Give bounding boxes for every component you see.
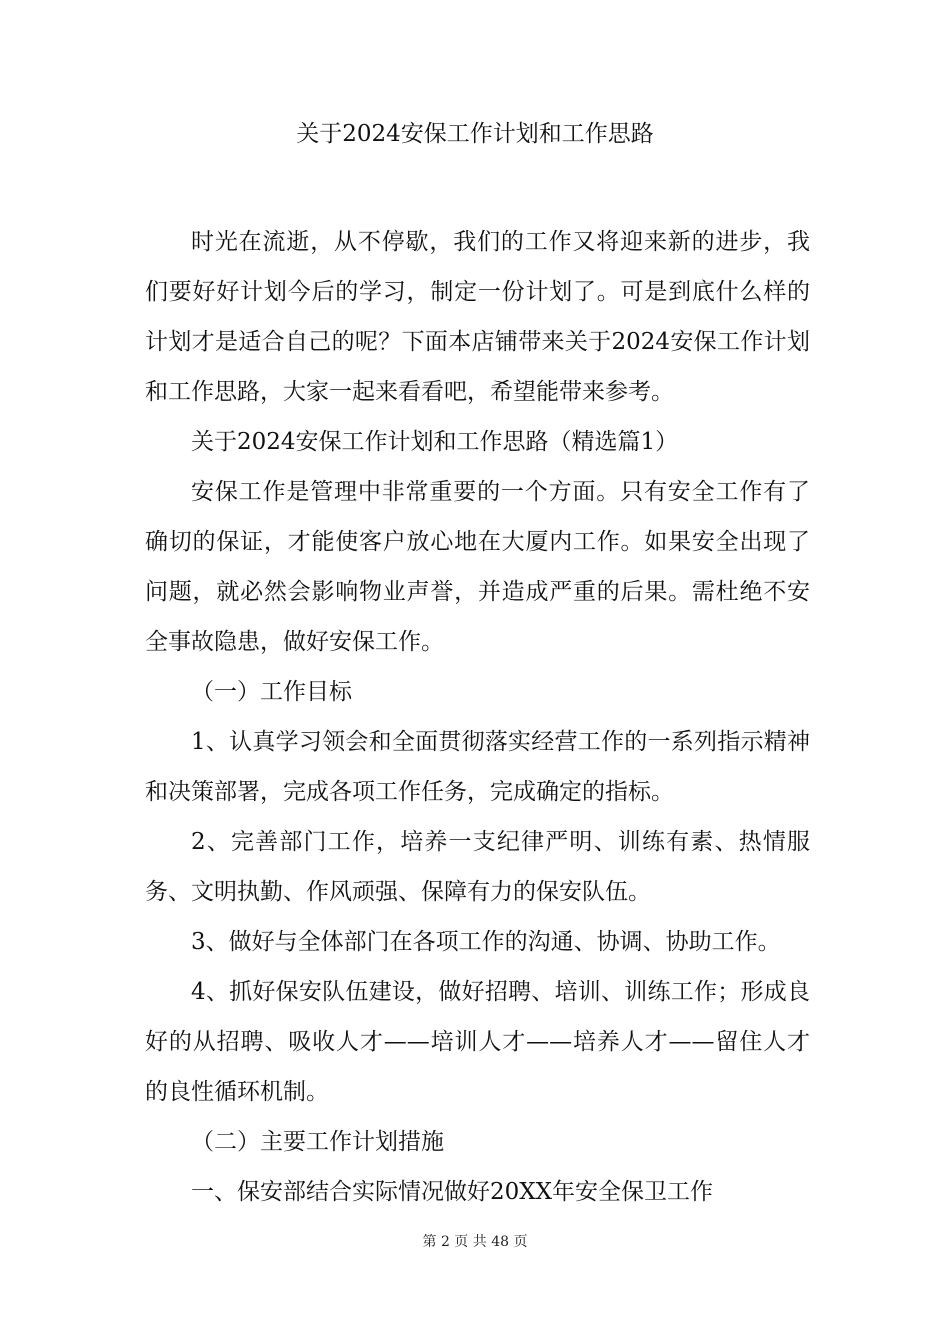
list-item: 4、抓好保安队伍建设，做好招聘、培训、训练工作；形成良好的从招聘、吸收人才——培训人才——培养人才——留住人才的良性循环机制。 [145,979,810,1105]
intro-paragraph: 时光在流逝，从不停歇，我们的工作又将迎来新的进步，我们要好好计划今后的学习，制定一份计划了。可是到底什么样的计划才是适合自己的呢？下面本店铺带来关于2024安保工作计划和工作思路，大家一起来看看吧，希望能带来参考。 [145,229,810,405]
list-item: 3、做好与全体部门在各项工作的沟通、协调、协助工作。 [191,929,781,955]
page-footer: 第 2 页 共 48 页 [422,1234,528,1250]
body-paragraph: 一、保安部结合实际情况做好20XX年安全保卫工作 [191,1179,714,1205]
subsection-heading: （一）工作目标 [191,679,352,705]
section-heading: 关于2024安保工作计划和工作思路（精选篇1） [191,429,679,455]
document-body [145,217,810,1217]
list-item: 2、完善部门工作，培养一支纪律严明、训练有素、热情服务、文明执勤、作风顽强、保障有力的保安队伍。 [145,829,810,905]
list-item: 1、认真学习领会和全面贯彻落实经营工作的一系列指示精神和决策部署，完成各项工作任务，完成确定的指标。 [145,729,810,805]
body-paragraph: 安保工作是管理中非常重要的一个方面。只有安全工作有了确切的保证，才能使客户放心地在大厦内工作。如果安全出现了问题，就必然会影响物业声誉，并造成严重的后果。需杜绝不安全事故隐患，做好安保工作。 [145,479,810,655]
subsection-heading: （二）主要工作计划措施 [191,1129,444,1155]
document-title: 关于2024安保工作计划和工作思路 [296,121,654,147]
